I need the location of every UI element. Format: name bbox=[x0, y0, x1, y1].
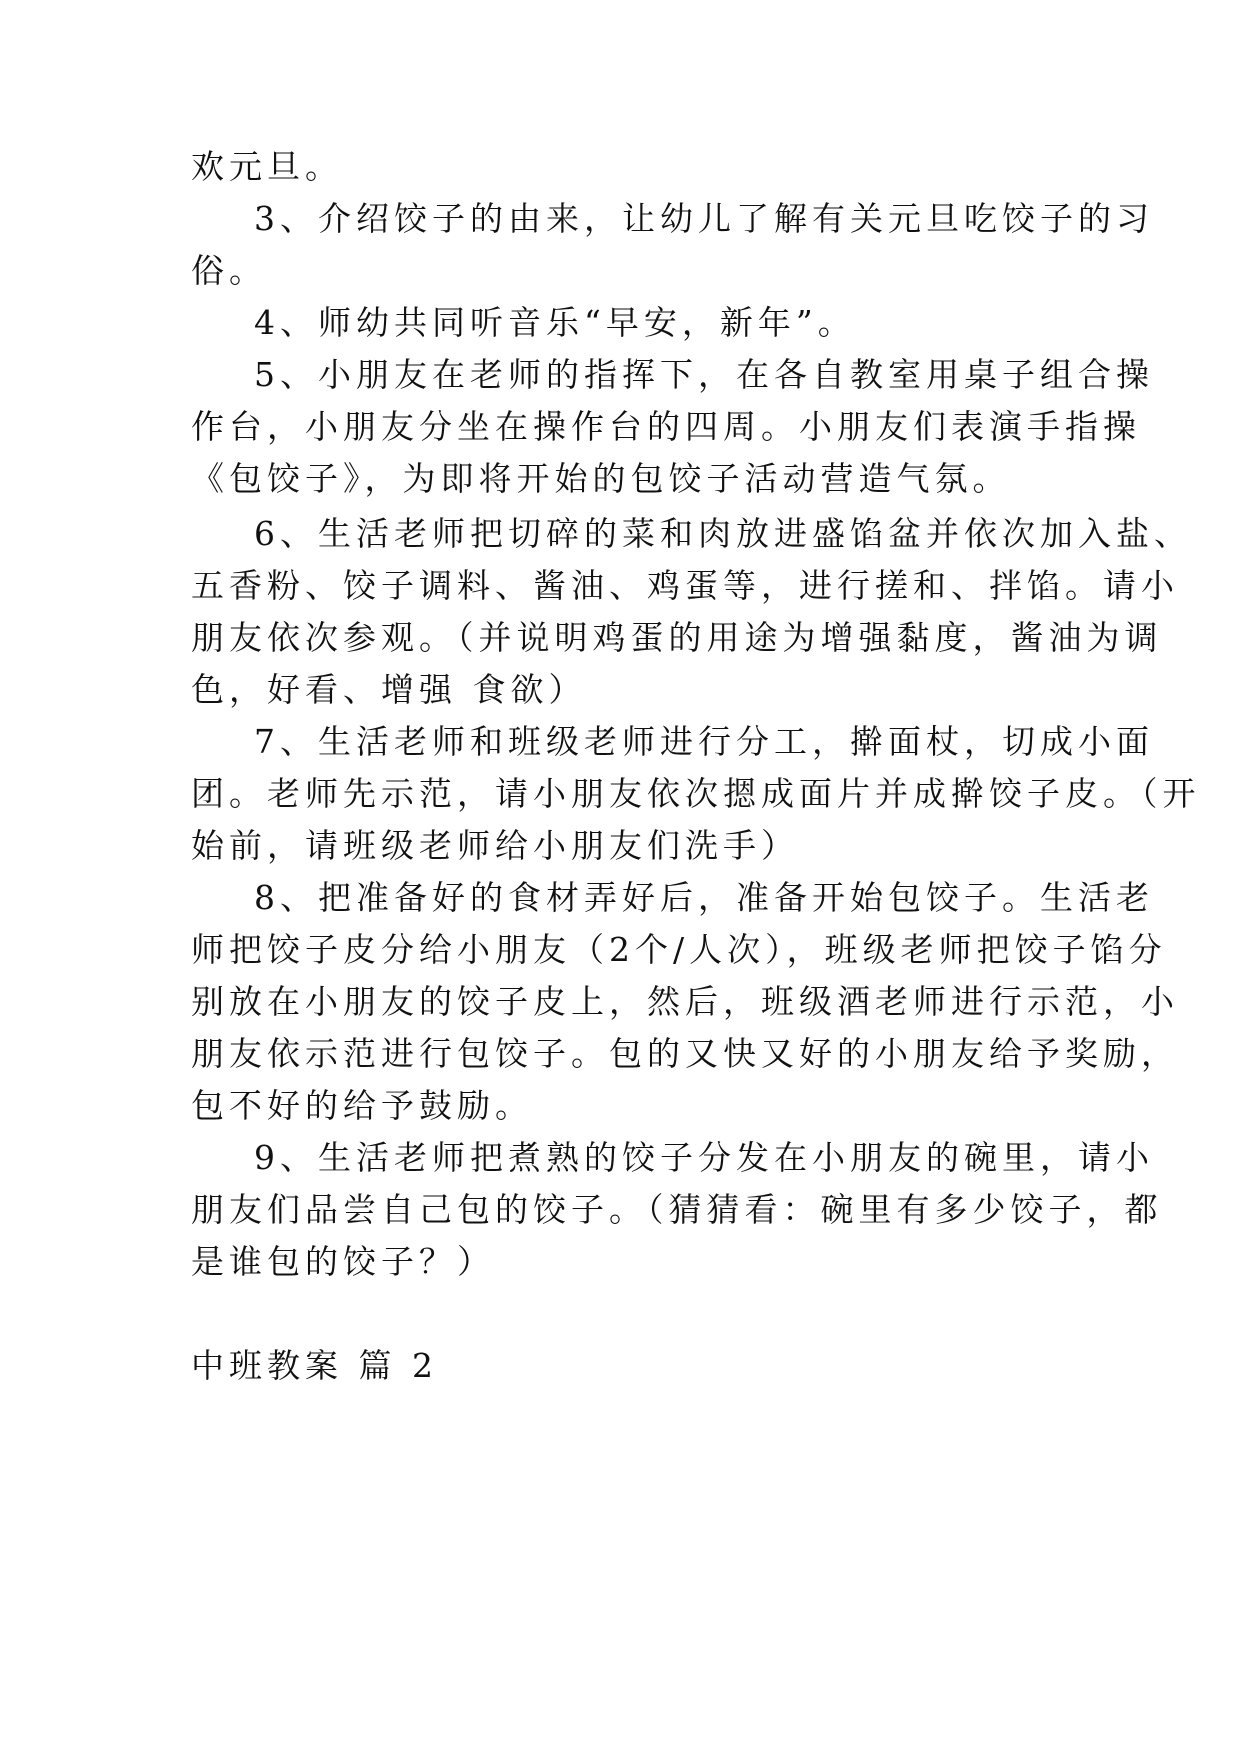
text-line: 朋友依示范进行包饺子。包的又快又好的小朋友给予奖励， bbox=[191, 1034, 1179, 1073]
text-line: 是谁包的饺子？） bbox=[191, 1242, 495, 1281]
text-line: 色，好看、增强 食欲） bbox=[191, 670, 587, 709]
text-line: 团。老师先示范，请小朋友依次摁成面片并成擀饺子皮。（开 bbox=[191, 774, 1201, 813]
text-line: 包不好的给予鼓励。 bbox=[191, 1086, 533, 1125]
text-line: 始前，请班级老师给小朋友们洗手） bbox=[191, 826, 799, 865]
text-line: 师把饺子皮分给小朋友（2个/人次），班级老师把饺子馅分 bbox=[191, 930, 1167, 969]
text-line: 9、生活老师把煮熟的饺子分发在小朋友的碗里，请小 bbox=[254, 1138, 1154, 1177]
text-line: 别放在小朋友的饺子皮上，然后，班级酒老师进行示范，小 bbox=[191, 982, 1179, 1021]
section-heading: 中班教案 篇 2 bbox=[191, 1346, 438, 1385]
text-line: 3、介绍饺子的由来，让幼儿了解有关元旦吃饺子的习 bbox=[254, 199, 1154, 238]
text-line: 作台，小朋友分坐在操作台的四周。小朋友们表演手指操 bbox=[191, 407, 1141, 446]
text-line: 7、生活老师和班级老师进行分工，擀面杖，切成小面 bbox=[254, 722, 1154, 761]
text-line: 五香粉、饺子调料、酱油、鸡蛋等，进行搓和、拌馅。请小 bbox=[191, 566, 1179, 605]
text-line: 8、把准备好的食材弄好后，准备开始包饺子。生活老 bbox=[254, 878, 1154, 917]
text-line: 6、生活老师把切碎的菜和肉放进盛馅盆并依次加入盐、 bbox=[254, 514, 1192, 553]
text-line: 朋友们品尝自己包的饺子。（猜猜看：碗里有多少饺子，都 bbox=[191, 1190, 1163, 1229]
text-line: 《包饺子》，为即将开始的包饺子活动营造气氛。 bbox=[191, 459, 1011, 498]
text-line: 5、小朋友在老师的指挥下，在各自教室用桌子组合操 bbox=[254, 355, 1154, 394]
text-line: 欢元旦。 bbox=[191, 147, 343, 186]
text-line: 俗。 bbox=[191, 251, 267, 290]
text-line: 朋友依次参观。（并说明鸡蛋的用途为增强黏度，酱油为调 bbox=[191, 618, 1163, 657]
text-line: 4、师幼共同听音乐“早安，新年”。 bbox=[254, 303, 856, 342]
